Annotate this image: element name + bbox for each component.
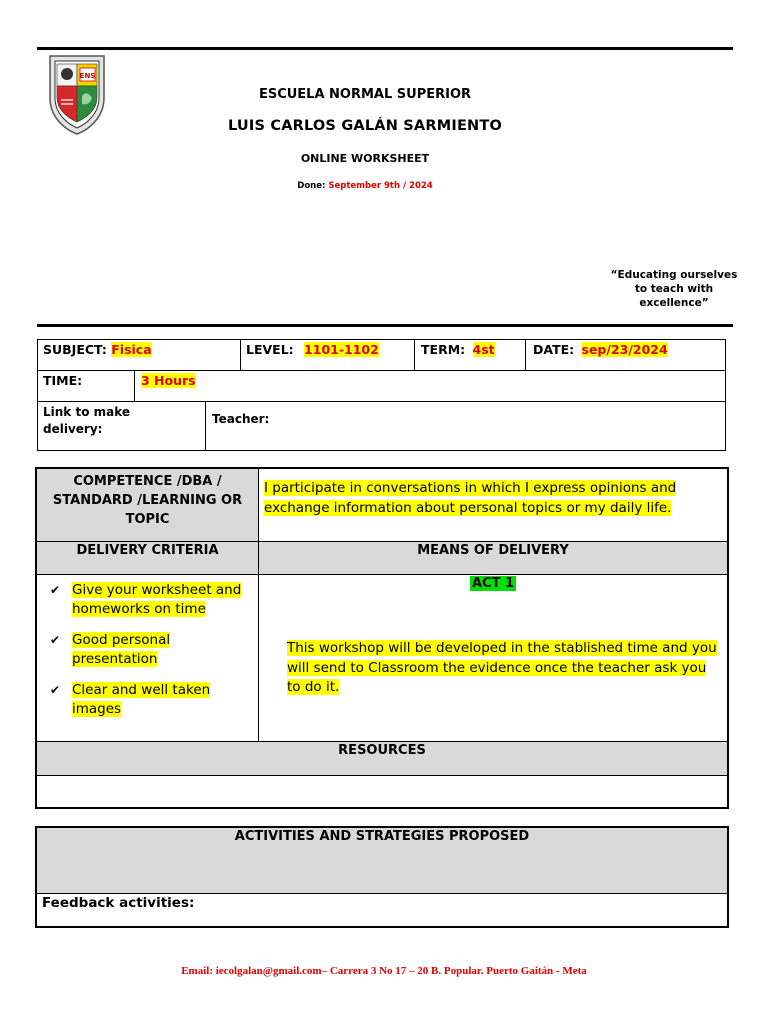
school-name: ESCUELA NORMAL SUPERIOR [258,87,472,102]
resources-header: RESOURCES [338,743,426,758]
done-date: September 9th / 2024 [328,181,433,191]
teacher-label: Teacher: [212,412,270,426]
level-label: LEVEL: [246,342,294,357]
header-top-rule [37,47,733,50]
time-label: TIME: [43,373,83,388]
term-value: 4st [472,342,495,357]
time-value: 3 Hours [141,373,196,388]
checkmark-icon: ✔ [50,583,61,597]
worksheet-title: ONLINE WORKSHEET [300,152,430,165]
term-label: TERM: [421,342,466,357]
svg-text:ENS: ENS [79,72,96,80]
checkmark-icon: ✔ [50,683,61,697]
competence-label: COMPETENCE /DBA / STANDARD /LEARNING OR TOPIC [52,474,243,527]
date-value: sep/23/2024 [581,342,668,357]
level-value: 1101-1102 [304,342,379,357]
activities-header: ACTIVITIES AND STRATEGIES PROPOSED [234,829,530,844]
delivery-criteria-list [45,581,255,731]
subject-cell [38,340,157,359]
link-delivery-label: Link to make delivery: [43,405,131,436]
delivery-criteria-header: DELIVERY CRITERIA [76,543,219,558]
competence-table [35,467,729,809]
term-cell [416,340,500,359]
means-text: This workshop will be developed in the stablished time and you will send to Classroom the evidence once the teacher ask you to do it. [287,640,717,695]
date-label: DATE: [533,342,575,357]
time-value-cell [136,371,201,390]
done-label: Done: [297,181,326,191]
act-label-cell [259,576,727,591]
done-line [0,181,730,191]
means-text-cell [287,639,723,698]
footer-contact: Email: iecolgalan@gmail.com– Carrera 3 No 17 – 20 B. Popular. Puerto Gaitán - Meta [181,965,587,977]
level-cell [241,340,384,359]
subject-label: SUBJECT: [43,342,107,357]
header-bottom-rule [37,324,733,327]
info-table [37,339,726,451]
competence-text: I participate in conversations in which I express opinions and exchange information about personal topics or my daily life. [264,480,677,516]
checkmark-icon: ✔ [50,633,61,647]
date-cell [526,340,673,359]
criteria-item: ✔ Give your worksheet and homeworks on time [50,582,242,617]
school-motto: “Educating ourselves to teach with excellence” [610,269,738,309]
feedback-activities-label: Feedback activities: [42,895,195,911]
act-label: ACT 1 [471,576,515,591]
criteria-item: ✔ Clear and well taken images [50,682,211,717]
activities-table [35,826,729,928]
criteria-item: ✔ Good personal presentation [50,632,171,667]
means-of-delivery-header: MEANS OF DELIVERY [417,543,569,558]
school-full-name: LUIS CARLOS GALÁN SARMIENTO [227,118,503,134]
competence-text-cell [264,479,724,518]
subject-value: Fisica [111,342,152,357]
